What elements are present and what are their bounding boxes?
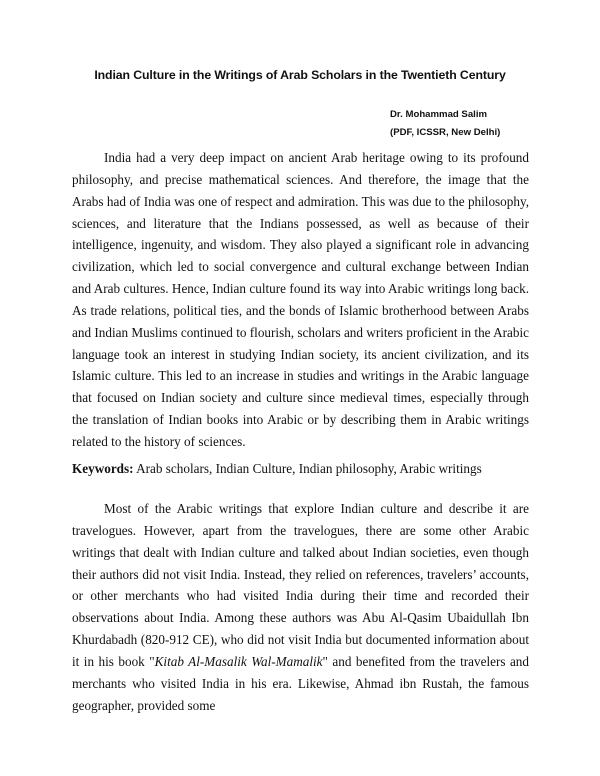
author-affiliation: (PDF, ICSSR, New Delhi): [390, 127, 501, 138]
author-name: Dr. Mohammad Salim: [390, 109, 488, 120]
keywords-text: Arab scholars, Indian Culture, Indian philosophy, Arabic writings: [133, 461, 482, 476]
body-paragraph: [72, 498, 529, 716]
body-paragraph-text-2: " and benefited from the travelers and merchants who visited India in his era. Likewise, Ahmad ibn Rustah, the famous geographer, provided some: [72, 653, 529, 713]
paper-title: Indian Culture in the Writings of Arab Scholars in the Twentieth Century: [94, 68, 506, 82]
keywords-line: [72, 458, 532, 479]
body-paragraph-text-1: Most of the Arabic writings that explore Indian culture and describe it are travelogues. However, apart from the travelogues, there are some other Arabic writings that dealt with Indian culture and talked about Indian societies, even though their authors did not visit India. Instead, they relied on references, travelers’ accounts, or other merchants who had visited India during their time and recorded their observations about India. Among these authors was Abu Al-Qasim Ubaidullah Ibn Khurdabadh (820-912 CE), who did not visit India but documented information about it in his book ": [72, 501, 529, 669]
author-block: [390, 106, 500, 142]
book-title: Kitab Al-Masalik Wal-Mamalik: [154, 653, 323, 669]
abstract-paragraph: India had a very deep impact on ancient Arab heritage owing to its profound philosophy, and precise mathematical sciences. And therefore, the image that the Arabs had of India was one of respect and admiration. This was due to the philosophy, sciences, and literature that the Indians possessed, as well as because of their intelligence, ingenuity, and wisdom. They also played a significant role in advancing civilization, which led to social convergence and cultural exchange between Indian and Arab cultures. Hence, Indian culture found its way into Arabic writings long back. As trade relations, political ties, and the bonds of Islamic brotherhood between Arabs and Indian Muslims continued to flourish, scholars and writers proficient in the Arabic language took an interest in studying Indian society, its ancient civilization, and its Islamic culture. This led to an increase in studies and writings in the Arabic language that focused on Indian society and culture since medieval times, especially through the translation of Indian books into Arabic or by describing them in Arabic writings related to the history of sciences.: [72, 150, 529, 449]
keywords-label: Keywords:: [72, 461, 134, 476]
